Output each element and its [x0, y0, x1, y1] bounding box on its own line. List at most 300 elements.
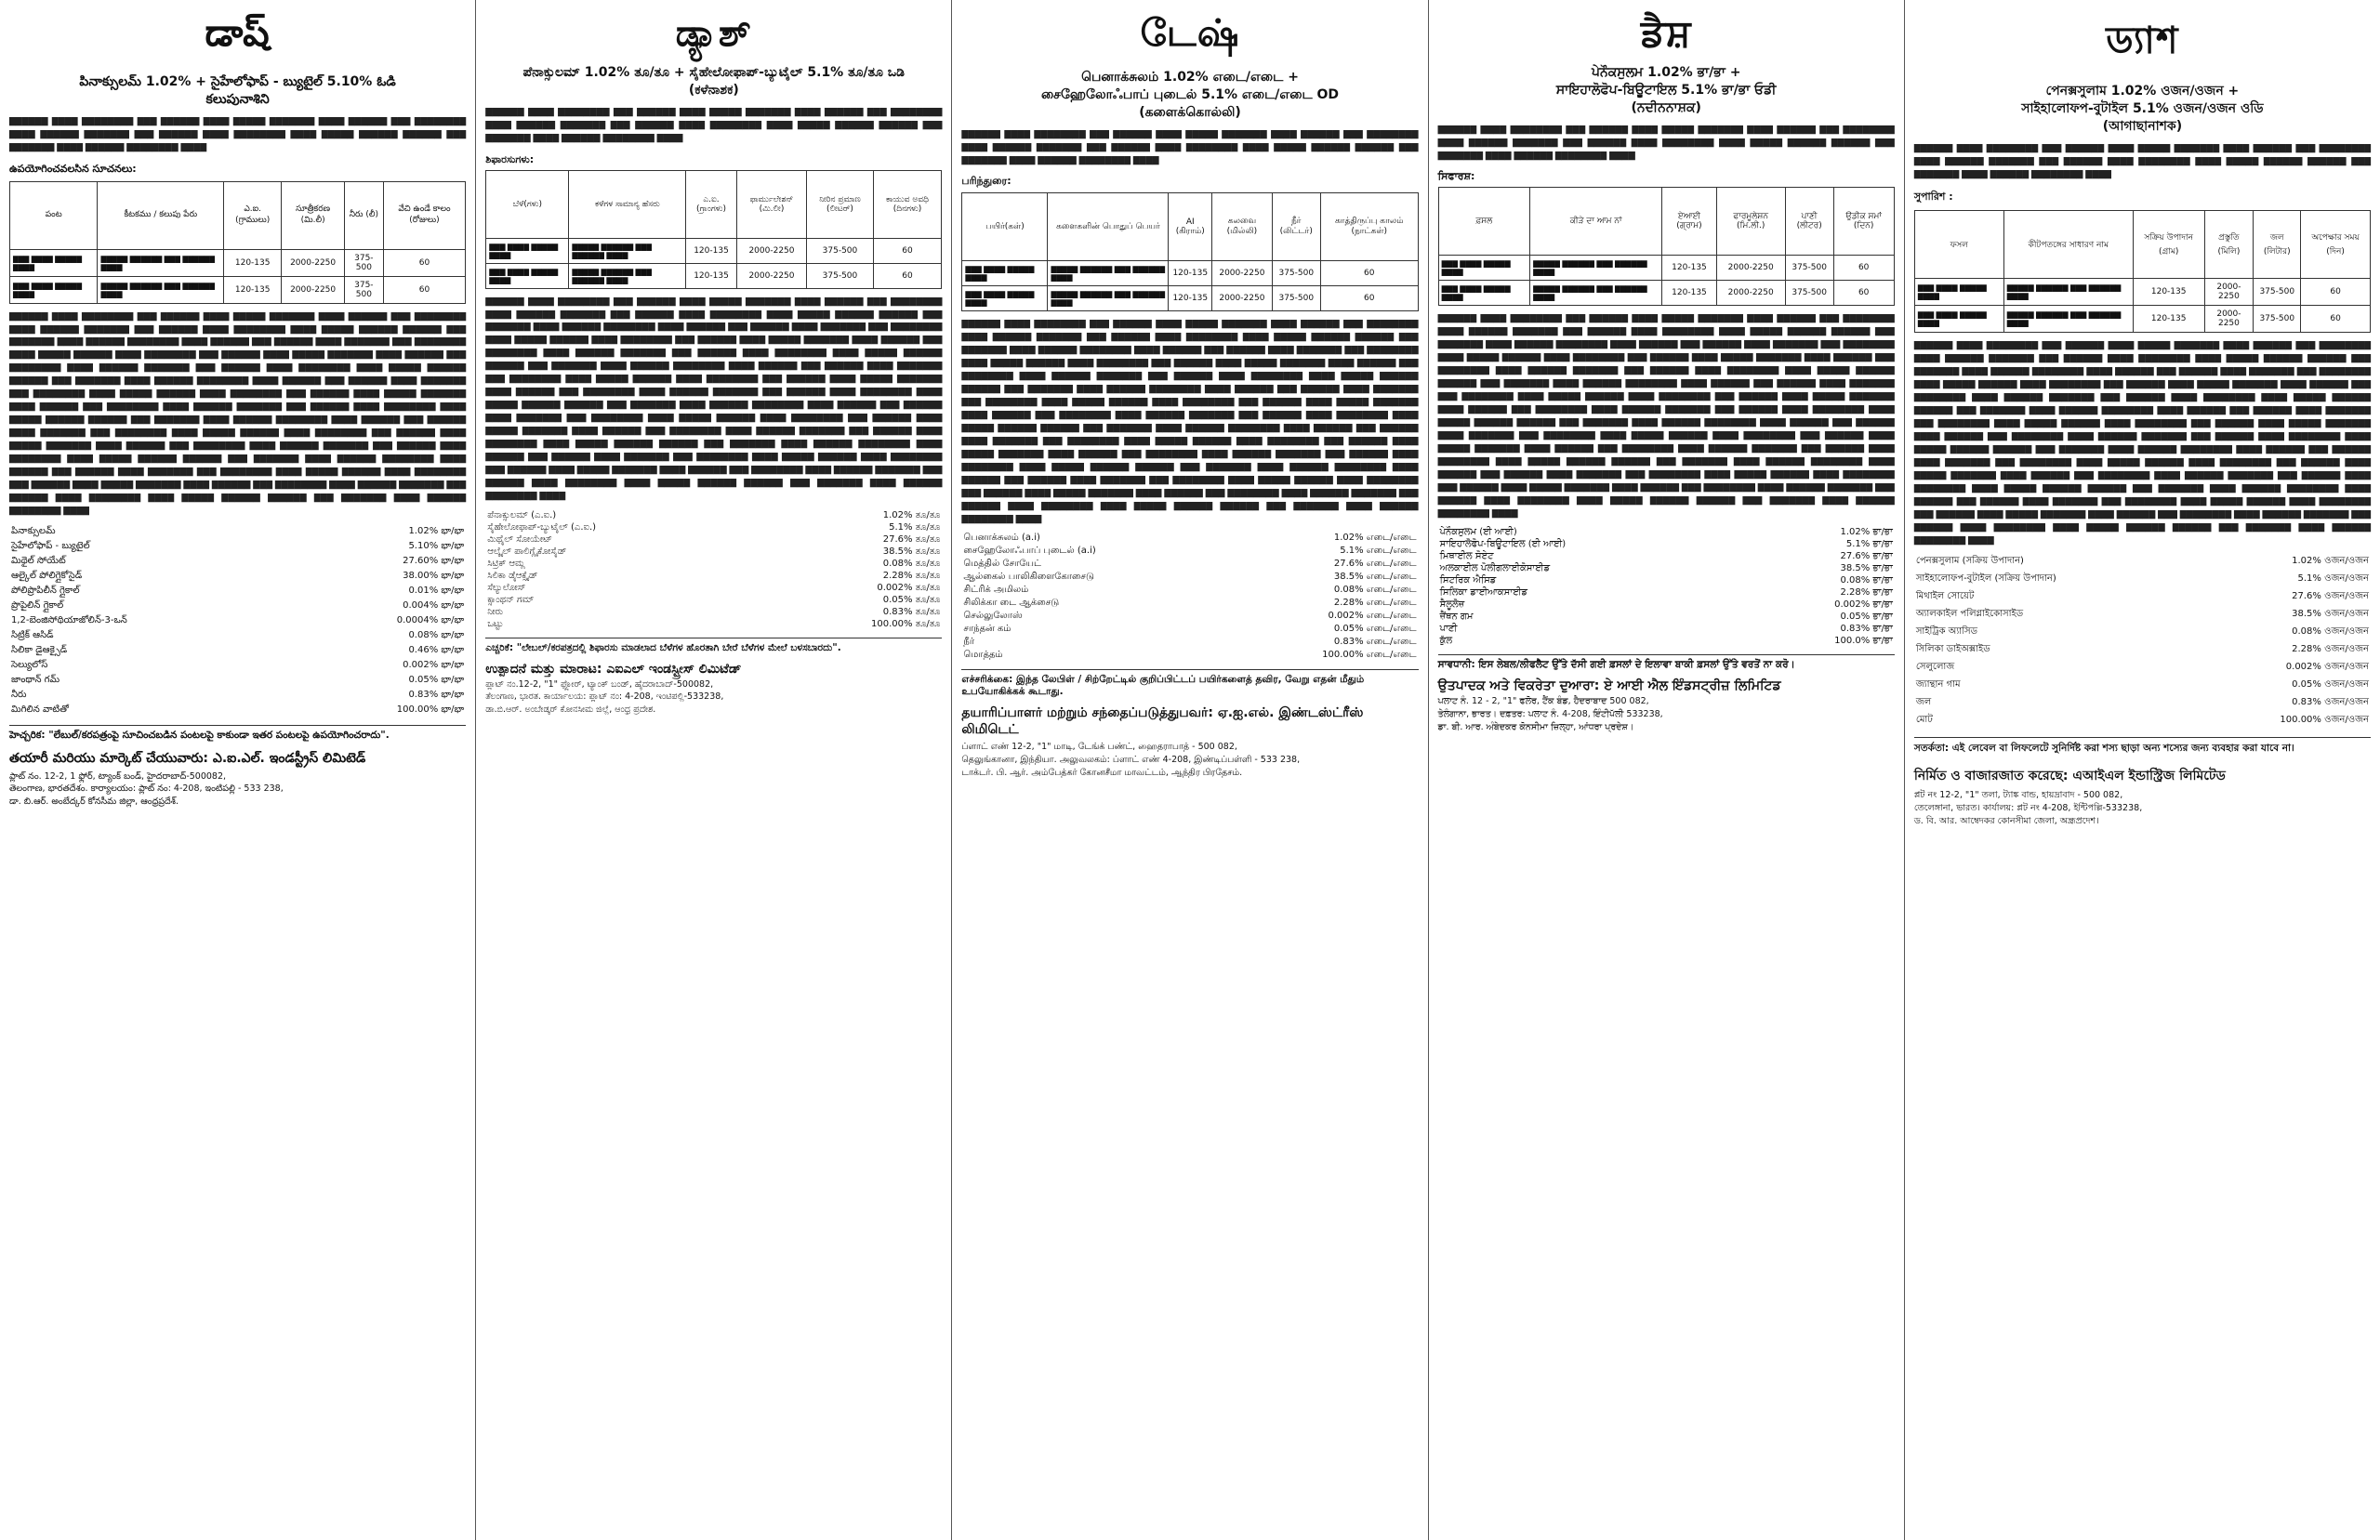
table-cell: 375-500	[1785, 256, 1833, 281]
table-cell: 120-135	[686, 263, 736, 288]
instructions-text: ▇▇▇▇▇▇ ▇▇▇▇ ▇▇▇▇▇▇▇▇ ▇▇▇ ▇▇▇▇▇▇ ▇▇▇▇ ▇▇▇▇▇ ▇▇▇▇▇▇▇ ▇▇▇▇ ▇▇▇▇▇▇ ▇▇▇ ▇▇▇▇▇▇▇▇ ▇▇▇▇ ▇▇▇▇▇▇ ▇▇▇▇▇▇▇ ▇▇▇ ▇▇▇▇▇▇ ▇▇▇▇ ▇▇▇▇▇▇▇▇ ▇▇▇▇ ▇▇▇▇▇ ▇▇▇▇▇▇ ▇▇▇▇▇▇ ▇▇▇ ▇▇▇▇▇▇▇ ▇▇▇▇ ▇▇▇▇▇▇ ▇▇▇▇▇▇▇▇ ▇▇▇▇ ▇▇▇▇▇▇ ▇▇▇ ▇▇▇▇▇▇ ▇▇▇▇ ▇▇▇▇▇▇▇ ▇▇▇ ▇▇▇▇▇▇▇▇ ▇▇▇▇ ▇▇▇▇▇ ▇▇▇▇▇▇ ▇▇▇▇ ▇▇▇▇▇▇▇▇ ▇▇▇ ▇▇▇▇▇▇ ▇▇▇▇ ▇▇▇▇▇ ▇▇▇▇▇▇▇ ▇▇▇▇ ▇▇▇▇▇▇ ▇▇▇ ▇▇▇▇▇▇▇▇ ▇▇▇▇ ▇▇▇▇▇▇ ▇▇▇▇▇▇▇ ▇▇▇ ▇▇▇▇▇▇ ▇▇▇▇ ▇▇▇▇▇▇▇▇ ▇▇▇▇ ▇▇▇▇▇ ▇▇▇▇▇▇ ▇▇▇▇▇▇ ▇▇▇ ▇▇▇▇▇▇▇ ▇▇▇▇ ▇▇▇▇▇▇ ▇▇▇▇▇▇▇▇ ▇▇▇▇ ▇▇▇▇▇▇ ▇▇▇ ▇▇▇▇▇▇ ▇▇▇▇ ▇▇▇▇▇▇▇ ▇▇▇ ▇▇▇▇▇▇▇▇ ▇▇▇▇ ▇▇▇▇▇ ▇▇▇▇▇▇ ▇▇▇▇ ▇▇▇▇▇▇▇▇ ▇▇▇ ▇▇▇▇▇▇ ▇▇▇▇ ▇▇▇▇▇ ▇▇▇▇▇▇▇ ▇▇▇▇ ▇▇▇▇▇▇ ▇▇▇ ▇▇▇▇▇▇▇▇ ▇▇▇▇ ▇▇▇▇▇▇ ▇▇▇▇▇▇▇ ▇▇▇ ▇▇▇▇▇▇ ▇▇▇▇ ▇▇▇▇▇▇▇▇ ▇▇▇▇ ▇▇▇▇▇ ▇▇▇▇▇▇ ▇▇▇▇▇▇ ▇▇▇ ▇▇▇▇▇▇▇ ▇▇▇▇ ▇▇▇▇▇▇ ▇▇▇▇▇▇▇▇ ▇▇▇▇ ▇▇▇▇▇▇ ▇▇▇ ▇▇▇▇▇▇ ▇▇▇▇ ▇▇▇▇▇▇▇ ▇▇▇ ▇▇▇▇▇▇▇▇ ▇▇▇▇ ▇▇▇▇▇ ▇▇▇▇▇▇ ▇▇▇▇ ▇▇▇▇▇▇▇▇ ▇▇▇ ▇▇▇▇▇▇ ▇▇▇▇ ▇▇▇▇▇ ▇▇▇▇▇▇▇ ▇▇▇▇ ▇▇▇▇▇▇ ▇▇▇ ▇▇▇▇▇▇▇▇ ▇▇▇▇ ▇▇▇▇▇▇ ▇▇▇▇▇▇▇ ▇▇▇ ▇▇▇▇▇▇ ▇▇▇▇ ▇▇▇▇▇▇▇▇ ▇▇▇▇ ▇▇▇▇▇ ▇▇▇▇▇▇ ▇▇▇▇▇▇ ▇▇▇ ▇▇▇▇▇▇▇ ▇▇▇▇ ▇▇▇▇▇▇ ▇▇▇▇▇▇▇▇ ▇▇▇▇ ▇▇▇▇▇▇ ▇▇▇ ▇▇▇▇▇▇ ▇▇▇▇ ▇▇▇▇▇▇▇ ▇▇▇ ▇▇▇▇▇▇▇▇ ▇▇▇▇ ▇▇▇▇▇ ▇▇▇▇▇▇ ▇▇▇▇ ▇▇▇▇▇▇▇▇ ▇▇▇ ▇▇▇▇▇▇ ▇▇▇▇ ▇▇▇▇▇ ▇▇▇▇▇▇▇ ▇▇▇▇ ▇▇▇▇▇▇ ▇▇▇ ▇▇▇▇▇▇▇▇ ▇▇▇▇ ▇▇▇▇▇▇ ▇▇▇▇▇▇▇ ▇▇▇ ▇▇▇▇▇▇ ▇▇▇▇ ▇▇▇▇▇▇▇▇ ▇▇▇▇ ▇▇▇▇▇ ▇▇▇▇▇▇ ▇▇▇▇▇▇ ▇▇▇ ▇▇▇▇▇▇▇ ▇▇▇▇ ▇▇▇▇▇▇ ▇▇▇▇▇▇▇▇ ▇▇▇▇	[9, 311, 467, 516]
table-cell: 120-135	[224, 249, 282, 276]
table-cell-text: ▇▇▇▇▇ ▇▇▇▇▇▇ ▇▇▇ ▇▇▇▇▇▇ ▇▇▇▇	[569, 263, 686, 288]
composition-row	[1438, 623, 1895, 635]
ingredient-value: 2.28% ਭਾ/ਭਾ	[1840, 587, 1893, 599]
ingredient-name: ಕ್ಸಾಂಥನ್ ಗಮ್	[487, 594, 535, 605]
table-cell: 60	[873, 238, 942, 263]
composition-row	[961, 558, 1418, 571]
ingredient-name: ਕੁੱਲ	[1439, 636, 1453, 647]
dosage-table	[1438, 187, 1895, 306]
ingredient-value: 0.002% ওজন/ওজন	[2285, 662, 2370, 673]
company-address: ప్లాట్ నం. 12-2, 1 ఫ్లోర్, ట్యాంక్ బండ్, హైదరాబాద్-500082, తెలంగాణ, భారతదేశం. కార్యాలయం: ప్లాట్ నం: 4-208, ఇంటిపల్లి - 533 238, డా. బి.ఆర్. అంబేద్కర్ కోనసీమ జిల్లా, ఆంధ్రప్రదేశ్.	[9, 770, 284, 808]
composition-row	[1914, 659, 2371, 677]
table-header-cell: ಕಳೆಗಳ ಸಾಮಾನ್ಯ ಹೆಸರು	[569, 170, 686, 238]
table-cell-text: ▇▇▇▇▇ ▇▇▇▇▇▇ ▇▇▇ ▇▇▇▇▇▇ ▇▇▇▇	[98, 249, 224, 276]
table-cell: 60	[1833, 281, 1894, 306]
ingredient-name: অ্যালকাইল পলিগ্লাইকোসাইড	[1915, 609, 2024, 620]
composition-row	[1438, 611, 1895, 623]
table-header-cell: অপেক্ষার সময় (দিন)	[2301, 211, 2371, 279]
table-header-cell: ফসল	[1914, 211, 2003, 279]
table-header-cell: కీటకము / కలుపు పేరు	[98, 181, 224, 249]
table-cell: 60	[873, 263, 942, 288]
table-row	[1914, 279, 2370, 306]
table-cell-text: ▇▇▇ ▇▇▇▇ ▇▇▇▇▇ ▇▇▇▇	[1914, 306, 2003, 333]
table-cell-text: ▇▇▇▇▇ ▇▇▇▇▇▇ ▇▇▇ ▇▇▇▇▇▇ ▇▇▇▇	[569, 238, 686, 263]
composition-row	[9, 539, 466, 554]
composition-row	[1914, 624, 2371, 641]
intro-paragraph: ▇▇▇▇▇▇ ▇▇▇▇ ▇▇▇▇▇▇▇▇ ▇▇▇ ▇▇▇▇▇▇ ▇▇▇▇ ▇▇▇▇▇ ▇▇▇▇▇▇▇ ▇▇▇▇ ▇▇▇▇▇▇ ▇▇▇ ▇▇▇▇▇▇▇▇ ▇▇▇▇ ▇▇▇▇▇▇ ▇▇▇▇▇▇▇ ▇▇▇ ▇▇▇▇▇▇ ▇▇▇▇ ▇▇▇▇▇▇▇▇ ▇▇▇▇ ▇▇▇▇▇ ▇▇▇▇▇▇ ▇▇▇▇▇▇ ▇▇▇ ▇▇▇▇▇▇▇ ▇▇▇▇ ▇▇▇▇▇▇ ▇▇▇▇▇▇▇▇ ▇▇▇▇	[9, 116, 467, 152]
composition-row	[1914, 641, 2371, 659]
recommendation-heading: ఉపయోగించవలసిన సూచనలు:	[9, 162, 137, 175]
table-cell: 60	[1320, 261, 1418, 286]
ingredient-value: 0.002% భా/భా	[403, 659, 465, 670]
dosage-table-header	[962, 193, 1418, 261]
company-address: ப்ளாட் எண் 12-2, "1" மாடி, டேங்க் பண்ட், ஹைதராபாத் - 500 082, தெலுங்கானா, இந்தியா. அலுவலகம்: ப்ளாட் எண் 4-208, இண்டிப்பள்ளி - 533 238, டாக்டர். பி. ஆர். அம்பேத்கர் கோனசீமா மாவட்டம், ஆந்திர பிரதேசம்.	[961, 742, 1301, 779]
recommendation-heading: ਸਿਫਾਰਸ਼:	[1437, 170, 1475, 183]
table-cell: 60	[383, 276, 466, 303]
table-cell: 2000-2250	[282, 276, 345, 303]
table-cell: 375-500	[807, 263, 873, 288]
table-cell-text: ▇▇▇ ▇▇▇▇ ▇▇▇▇▇ ▇▇▇▇	[962, 286, 1048, 311]
ingredient-name: సెల్యులోస్	[11, 659, 48, 670]
ingredient-name: ಸೆಲ್ಯುಲೋಸ್	[487, 582, 526, 593]
ingredient-name: মোট	[1915, 715, 1933, 726]
table-cell: 2000-2250	[2204, 279, 2254, 306]
table-header-cell: ਏਆਈ (ਗ੍ਰਾਮ)	[1662, 188, 1716, 256]
table-cell: 60	[383, 249, 466, 276]
ingredient-name: সেলুলোজ	[1915, 662, 1955, 673]
product-subtitle: ಪೆನಾಕ್ಸುಲಮ್ 1.02% ತೂ/ತೂ + ಸೈಹೇಲೋಫಾಪ್-ಬ್ಯುಟೈಲ್ 5.1% ತೂ/ತೂ ಒಡಿ (ಕಳೆನಾಶಕ)	[522, 65, 906, 98]
table-header-cell: பயிர்(கள்)	[962, 193, 1048, 261]
table-cell: 120-135	[1169, 261, 1212, 286]
table-cell: 2000-2250	[282, 249, 345, 276]
ingredient-value: 38.00% భా/భా	[403, 570, 465, 581]
ingredient-value: 5.1% ওজন/ওজন	[2297, 573, 2370, 585]
composition-row	[9, 703, 466, 717]
table-cell: 375-500	[2254, 306, 2301, 333]
recommendation-heading: பரிந்துரை:	[961, 175, 1012, 188]
composition-row	[485, 521, 942, 533]
ingredient-value: 27.6% ਭਾ/ਭਾ	[1840, 551, 1893, 562]
table-header-cell: ਪਾਣੀ (ਲੀਟਰ)	[1785, 188, 1833, 256]
table-header-cell: நீர் (லிட்டர்)	[1272, 193, 1320, 261]
ingredient-value: 2.28% ತೂ/ತೂ	[882, 570, 941, 581]
ingredient-name: ಸಿಟ್ರಿಕ್ ಆಮ್ಲ	[487, 558, 525, 569]
table-row	[962, 286, 1418, 311]
table-cell: 120-135	[224, 276, 282, 303]
ingredient-value: 100.00% ತೂ/ತೂ	[871, 618, 941, 629]
language-column-telugu	[0, 0, 476, 1540]
ingredient-name: ಸೈಹೇಲೋಫಾಪ್-ಬ್ಯುಟೈಲ್ (ಎ.ಐ.)	[487, 521, 597, 533]
dosage-table	[961, 192, 1418, 311]
table-cell: 120-135	[1662, 281, 1716, 306]
table-cell: 2000-2250	[736, 238, 807, 263]
composition-row	[961, 545, 1418, 558]
composition-row	[9, 688, 466, 703]
language-column-tamil	[952, 0, 1428, 1540]
ingredient-value: 0.002% ਭਾ/ਭਾ	[1834, 599, 1893, 611]
composition-table	[1914, 553, 2371, 730]
ingredient-name: জ্যান্থান গাম	[1915, 679, 1961, 691]
ingredient-name: నీరు	[11, 689, 27, 700]
ingredient-name: సిట్రిక్ ఆసిడ్	[11, 629, 54, 640]
table-header-cell: నీరు (లీ)	[345, 181, 384, 249]
ingredient-name: ಮಿಥೈಲ್ ಸೋಯೇಟ್	[487, 533, 552, 545]
ingredient-value: 1.02% எடை/எடை	[1333, 533, 1417, 544]
ingredient-value: 0.01% భా/భా	[408, 585, 465, 596]
composition-row	[1438, 526, 1895, 538]
product-subtitle: పినాక్సులమ్ 1.02% + సైహేలోఫాప్ - బ్యుటైల్ 5.10% ఓడి కలుపునాశిని	[79, 74, 396, 107]
ingredient-value: 0.83% భా/భా	[408, 689, 465, 700]
dosage-table-header	[10, 181, 466, 249]
composition-row	[961, 649, 1418, 662]
ingredient-value: 0.83% ওজন/ওজন	[2292, 697, 2370, 708]
company-address: ಪ್ಲಾಟ್ ನಂ.12-2, "1" ಫ್ಲೋರ್, ಟ್ಯಾಂಕ್ ಬಂಡ್, ಹೈದರಾಬಾದ್-500082, ತೆಲಂಗಾಣ, ಭಾರತ. ಕಾರ್ಯಾಲಯ: ಪ್ಲಾಟ್ ನಂ: 4-208, ಇಂಟಿಪಲ್ಲಿ-533238, ಡಾ.ಬಿ.ಆರ್. ಅಂಬೇಡ್ಕರ್ ಕೋನಸೀಮ ಜಿಲ್ಲೆ, ಆಂಧ್ರ ಪ್ರದೇಶ.	[485, 678, 724, 716]
table-cell: 60	[1320, 286, 1418, 311]
ingredient-value: 2.28% எடை/எடை	[1333, 598, 1417, 609]
table-header-cell: ਉਡੀਕ ਸਮਾਂ (ਦਿਨ)	[1833, 188, 1894, 256]
composition-row	[1914, 606, 2371, 624]
product-title: டேஷ்	[1140, 11, 1240, 55]
dosage-table-header	[1914, 211, 2370, 279]
ingredient-value: 0.83% எடை/எடை	[1333, 637, 1417, 648]
table-cell-text: ▇▇▇ ▇▇▇▇ ▇▇▇▇▇ ▇▇▇▇	[1914, 279, 2003, 306]
ingredient-name: পেনক্সসুলাম (সক্রিয় উপাদান)	[1915, 556, 2024, 567]
ingredient-name: ਮਿਥਾਈਲ ਸੋਏਟ	[1439, 551, 1494, 562]
table-cell-text: ▇▇▇▇▇ ▇▇▇▇▇▇ ▇▇▇ ▇▇▇▇▇▇ ▇▇▇▇	[1048, 261, 1169, 286]
composition-row	[485, 533, 942, 546]
ingredient-name: ಸಿಲಿಕಾ ಡೈಆಕ್ಸೈಡ್	[487, 570, 538, 581]
table-cell: 375-500	[807, 238, 873, 263]
table-cell-text: ▇▇▇ ▇▇▇▇ ▇▇▇▇▇ ▇▇▇▇	[1438, 281, 1530, 306]
ingredient-value: 1.02% భా/భా	[408, 525, 465, 536]
composition-row	[9, 584, 466, 599]
ingredient-name: நீர்	[963, 637, 975, 648]
table-cell: 375-500	[1272, 286, 1320, 311]
table-cell: 120-135	[2133, 279, 2204, 306]
table-header-cell: கலவை (மில்லி)	[1212, 193, 1273, 261]
product-subtitle: পেনক্সসুলাম 1.02% ওজন/ওজন + সাইহালোফপ-বুটাইল 5.1% ওজন/ওজন ওডি (আগাছানাশক)	[2021, 84, 2264, 134]
ingredient-value: 27.6% எடை/எடை	[1333, 559, 1417, 570]
table-row	[1438, 281, 1894, 306]
ingredient-name: ਸਿਲਿਕਾ ਡਾਈਆਕਸਾਈਡ	[1439, 587, 1527, 599]
ingredient-value: 5.10% భా/భా	[408, 540, 465, 551]
ingredient-name: ਸਾਇਹਾਲੋਫੋਪ-ਬਿਊਟਾਇਲ (ਈ ਆਈ)	[1439, 539, 1567, 550]
ingredient-value: 0.004% భా/భా	[403, 599, 465, 611]
language-column-punjabi	[1429, 0, 1905, 1540]
ingredient-value: 0.08% ತೂ/ತೂ	[882, 558, 941, 569]
table-header-cell: ఎ.ఐ. (గ్రాములు)	[224, 181, 282, 249]
product-subtitle: ਪੇਨੌਕਸੁਲਮ 1.02% ਭਾ/ਭਾ + ਸਾਇਹਾਲੋਫੋਪ-ਬਿਊਟਾਇਲ 5.1% ਭਾ/ਭਾ ਓਡੀ (ਨਦੀਨਨਾਸ਼ਕ)	[1555, 65, 1777, 115]
company-name: ಉತ್ಪಾದನೆ ಮತ್ತು ಮಾರಾಟ: ಎಐಎಲ್ ಇಂಡಸ್ಟ್ರೀಸ್ ಲಿಮಿಟೆಡ್	[485, 661, 742, 677]
composition-row	[485, 509, 942, 521]
composition-row	[485, 546, 942, 558]
product-title: ಡ್ಯಾಶ್	[675, 11, 752, 55]
company-name: తయారీ మరియు మార్కెట్ చేయువారు: ఎ.ఐ.ఎల్. ఇండస్ట్రీస్ లిమిటెడ్	[9, 750, 366, 766]
composition-row	[485, 606, 942, 618]
ingredient-name: সাইট্রিক অ্যাসিড	[1915, 626, 1977, 638]
ingredient-name: சிலிக்கா டை ஆக்சைடு	[963, 598, 1060, 609]
warning-text: எச்சரிக்கை: இந்த லேபிள் / சிற்றேட்டில் குறிப்பிட்டப் பயிர்களைத் தவிர, வேறு எதன் மீதும் உபயோகிக்கக் கூடாது.	[961, 669, 1418, 698]
table-header-cell: களைகளின் பொதுப் பெயர்	[1048, 193, 1169, 261]
ingredient-name: সাইহালোফপ-বুটাইল (সক্রিয় উপাদান)	[1915, 573, 2056, 585]
ingredient-name: సైహేలోఫాప్ - బ్యుటైల్	[11, 540, 90, 551]
intro-paragraph: ▇▇▇▇▇▇ ▇▇▇▇ ▇▇▇▇▇▇▇▇ ▇▇▇ ▇▇▇▇▇▇ ▇▇▇▇ ▇▇▇▇▇ ▇▇▇▇▇▇▇ ▇▇▇▇ ▇▇▇▇▇▇ ▇▇▇ ▇▇▇▇▇▇▇▇ ▇▇▇▇ ▇▇▇▇▇▇ ▇▇▇▇▇▇▇ ▇▇▇ ▇▇▇▇▇▇ ▇▇▇▇ ▇▇▇▇▇▇▇▇ ▇▇▇▇ ▇▇▇▇▇ ▇▇▇▇▇▇ ▇▇▇▇▇▇ ▇▇▇ ▇▇▇▇▇▇▇ ▇▇▇▇ ▇▇▇▇▇▇ ▇▇▇▇▇▇▇▇ ▇▇▇▇	[961, 129, 1419, 165]
table-header-cell: ಎ.ಐ. (ಗ್ರಾಂಗಳು)	[686, 170, 736, 238]
ingredient-value: 0.05% ತೂ/ತೂ	[882, 594, 941, 605]
ingredient-name: ಪೆನಾಕ್ಸುಲಮ್ (ಎ.ಐ.)	[487, 509, 557, 520]
ingredient-value: 27.60% భా/భా	[403, 555, 465, 566]
ingredient-value: 0.05% எடை/எடை	[1333, 624, 1417, 635]
composition-row	[961, 571, 1418, 584]
composition-row	[961, 584, 1418, 597]
table-cell: 375-500	[1785, 281, 1833, 306]
table-cell: 2000-2250	[2204, 306, 2254, 333]
table-row	[486, 238, 942, 263]
ingredient-value: 5.1% எடை/எடை	[1340, 546, 1417, 557]
company-name: নির্মিত ও বাজারজাত করেছে: এআইএল ইন্ডাস্ট্রিজ লিমিটেড	[1913, 769, 2226, 784]
table-header-cell: వేచి ఉండే కాలం (రోజులు)	[383, 181, 466, 249]
composition-row	[1914, 553, 2371, 571]
composition-row	[1914, 571, 2371, 588]
product-title: డాష్	[205, 11, 271, 55]
table-cell-text: ▇▇▇▇▇ ▇▇▇▇▇▇ ▇▇▇ ▇▇▇▇▇▇ ▇▇▇▇	[2003, 279, 2133, 306]
ingredient-value: 1.02% ওজন/ওজন	[2292, 556, 2370, 567]
ingredient-value: 0.08% భా/భా	[408, 629, 465, 640]
ingredient-name: ਜ਼ੈਂਥਨ ਗਮ	[1439, 612, 1474, 623]
warning-text: హెచ్చరిక: "లేబుల్/కరపత్రంపై సూచించబడిన పంటలపై కాకుండా ఇతర పంటలపై ఉపయోగించరాదు".	[9, 725, 466, 744]
instructions-text: ▇▇▇▇▇▇ ▇▇▇▇ ▇▇▇▇▇▇▇▇ ▇▇▇ ▇▇▇▇▇▇ ▇▇▇▇ ▇▇▇▇▇ ▇▇▇▇▇▇▇ ▇▇▇▇ ▇▇▇▇▇▇ ▇▇▇ ▇▇▇▇▇▇▇▇ ▇▇▇▇ ▇▇▇▇▇▇ ▇▇▇▇▇▇▇ ▇▇▇ ▇▇▇▇▇▇ ▇▇▇▇ ▇▇▇▇▇▇▇▇ ▇▇▇▇ ▇▇▇▇▇ ▇▇▇▇▇▇ ▇▇▇▇▇▇ ▇▇▇ ▇▇▇▇▇▇▇ ▇▇▇▇ ▇▇▇▇▇▇ ▇▇▇▇▇▇▇▇ ▇▇▇▇ ▇▇▇▇▇▇ ▇▇▇ ▇▇▇▇▇▇ ▇▇▇▇ ▇▇▇▇▇▇▇ ▇▇▇ ▇▇▇▇▇▇▇▇ ▇▇▇▇ ▇▇▇▇▇ ▇▇▇▇▇▇ ▇▇▇▇ ▇▇▇▇▇▇▇▇ ▇▇▇ ▇▇▇▇▇▇ ▇▇▇▇ ▇▇▇▇▇ ▇▇▇▇▇▇▇ ▇▇▇▇ ▇▇▇▇▇▇ ▇▇▇ ▇▇▇▇▇▇▇▇ ▇▇▇▇ ▇▇▇▇▇▇ ▇▇▇▇▇▇▇ ▇▇▇ ▇▇▇▇▇▇ ▇▇▇▇ ▇▇▇▇▇▇▇▇ ▇▇▇▇ ▇▇▇▇▇ ▇▇▇▇▇▇ ▇▇▇▇▇▇ ▇▇▇ ▇▇▇▇▇▇▇ ▇▇▇▇ ▇▇▇▇▇▇ ▇▇▇▇▇▇▇▇ ▇▇▇▇ ▇▇▇▇▇▇ ▇▇▇ ▇▇▇▇▇▇ ▇▇▇▇ ▇▇▇▇▇▇▇ ▇▇▇ ▇▇▇▇▇▇▇▇ ▇▇▇▇ ▇▇▇▇▇ ▇▇▇▇▇▇ ▇▇▇▇ ▇▇▇▇▇▇▇▇ ▇▇▇ ▇▇▇▇▇▇ ▇▇▇▇ ▇▇▇▇▇ ▇▇▇▇▇▇▇ ▇▇▇▇ ▇▇▇▇▇▇ ▇▇▇ ▇▇▇▇▇▇▇▇ ▇▇▇▇ ▇▇▇▇▇▇ ▇▇▇▇▇▇▇ ▇▇▇ ▇▇▇▇▇▇ ▇▇▇▇ ▇▇▇▇▇▇▇▇ ▇▇▇▇ ▇▇▇▇▇ ▇▇▇▇▇▇ ▇▇▇▇▇▇ ▇▇▇ ▇▇▇▇▇▇▇ ▇▇▇▇ ▇▇▇▇▇▇ ▇▇▇▇▇▇▇▇ ▇▇▇▇ ▇▇▇▇▇▇ ▇▇▇ ▇▇▇▇▇▇ ▇▇▇▇ ▇▇▇▇▇▇▇ ▇▇▇ ▇▇▇▇▇▇▇▇ ▇▇▇▇ ▇▇▇▇▇ ▇▇▇▇▇▇ ▇▇▇▇ ▇▇▇▇▇▇▇▇ ▇▇▇ ▇▇▇▇▇▇ ▇▇▇▇ ▇▇▇▇▇ ▇▇▇▇▇▇▇ ▇▇▇▇ ▇▇▇▇▇▇ ▇▇▇ ▇▇▇▇▇▇▇▇ ▇▇▇▇ ▇▇▇▇▇▇ ▇▇▇▇▇▇▇ ▇▇▇ ▇▇▇▇▇▇ ▇▇▇▇ ▇▇▇▇▇▇▇▇ ▇▇▇▇ ▇▇▇▇▇ ▇▇▇▇▇▇ ▇▇▇▇▇▇ ▇▇▇ ▇▇▇▇▇▇▇ ▇▇▇▇ ▇▇▇▇▇▇ ▇▇▇▇▇▇▇▇ ▇▇▇▇ ▇▇▇▇▇▇ ▇▇▇ ▇▇▇▇▇▇ ▇▇▇▇ ▇▇▇▇▇▇▇ ▇▇▇ ▇▇▇▇▇▇▇▇ ▇▇▇▇ ▇▇▇▇▇ ▇▇▇▇▇▇ ▇▇▇▇ ▇▇▇▇▇▇▇▇ ▇▇▇ ▇▇▇▇▇▇ ▇▇▇▇ ▇▇▇▇▇ ▇▇▇▇▇▇▇ ▇▇▇▇ ▇▇▇▇▇▇ ▇▇▇ ▇▇▇▇▇▇▇▇ ▇▇▇▇ ▇▇▇▇▇▇ ▇▇▇▇▇▇▇ ▇▇▇ ▇▇▇▇▇▇ ▇▇▇▇ ▇▇▇▇▇▇▇▇ ▇▇▇▇ ▇▇▇▇▇ ▇▇▇▇▇▇ ▇▇▇▇▇▇ ▇▇▇ ▇▇▇▇▇▇▇ ▇▇▇▇ ▇▇▇▇▇▇ ▇▇▇▇▇▇▇▇ ▇▇▇▇	[1437, 314, 1895, 519]
table-cell: 120-135	[1169, 286, 1212, 311]
composition-row	[1914, 712, 2371, 730]
ingredient-name: জল	[1915, 697, 1932, 708]
composition-row	[485, 558, 942, 570]
ingredient-value: 2.28% ওজন/ওজন	[2292, 644, 2370, 655]
intro-paragraph: ▇▇▇▇▇▇ ▇▇▇▇ ▇▇▇▇▇▇▇▇ ▇▇▇ ▇▇▇▇▇▇ ▇▇▇▇ ▇▇▇▇▇ ▇▇▇▇▇▇▇ ▇▇▇▇ ▇▇▇▇▇▇ ▇▇▇ ▇▇▇▇▇▇▇▇ ▇▇▇▇ ▇▇▇▇▇▇ ▇▇▇▇▇▇▇ ▇▇▇ ▇▇▇▇▇▇ ▇▇▇▇ ▇▇▇▇▇▇▇▇ ▇▇▇▇ ▇▇▇▇▇ ▇▇▇▇▇▇ ▇▇▇▇▇▇ ▇▇▇ ▇▇▇▇▇▇▇ ▇▇▇▇ ▇▇▇▇▇▇ ▇▇▇▇▇▇▇▇ ▇▇▇▇	[1913, 143, 2372, 179]
ingredient-value: 5.1% ತೂ/ತೂ	[889, 521, 941, 533]
table-cell: 375-500	[2254, 279, 2301, 306]
instructions-text: ▇▇▇▇▇▇ ▇▇▇▇ ▇▇▇▇▇▇▇▇ ▇▇▇ ▇▇▇▇▇▇ ▇▇▇▇ ▇▇▇▇▇ ▇▇▇▇▇▇▇ ▇▇▇▇ ▇▇▇▇▇▇ ▇▇▇ ▇▇▇▇▇▇▇▇ ▇▇▇▇ ▇▇▇▇▇▇ ▇▇▇▇▇▇▇ ▇▇▇ ▇▇▇▇▇▇ ▇▇▇▇ ▇▇▇▇▇▇▇▇ ▇▇▇▇ ▇▇▇▇▇ ▇▇▇▇▇▇ ▇▇▇▇▇▇ ▇▇▇ ▇▇▇▇▇▇▇ ▇▇▇▇ ▇▇▇▇▇▇ ▇▇▇▇▇▇▇▇ ▇▇▇▇ ▇▇▇▇▇▇ ▇▇▇ ▇▇▇▇▇▇ ▇▇▇▇ ▇▇▇▇▇▇▇ ▇▇▇ ▇▇▇▇▇▇▇▇ ▇▇▇▇ ▇▇▇▇▇ ▇▇▇▇▇▇ ▇▇▇▇ ▇▇▇▇▇▇▇▇ ▇▇▇ ▇▇▇▇▇▇ ▇▇▇▇ ▇▇▇▇▇ ▇▇▇▇▇▇▇ ▇▇▇▇ ▇▇▇▇▇▇ ▇▇▇ ▇▇▇▇▇▇▇▇ ▇▇▇▇ ▇▇▇▇▇▇ ▇▇▇▇▇▇▇ ▇▇▇ ▇▇▇▇▇▇ ▇▇▇▇ ▇▇▇▇▇▇▇▇ ▇▇▇▇ ▇▇▇▇▇ ▇▇▇▇▇▇ ▇▇▇▇▇▇ ▇▇▇ ▇▇▇▇▇▇▇ ▇▇▇▇ ▇▇▇▇▇▇ ▇▇▇▇▇▇▇▇ ▇▇▇▇ ▇▇▇▇▇▇ ▇▇▇ ▇▇▇▇▇▇ ▇▇▇▇ ▇▇▇▇▇▇▇ ▇▇▇ ▇▇▇▇▇▇▇▇ ▇▇▇▇ ▇▇▇▇▇ ▇▇▇▇▇▇ ▇▇▇▇ ▇▇▇▇▇▇▇▇ ▇▇▇ ▇▇▇▇▇▇ ▇▇▇▇ ▇▇▇▇▇ ▇▇▇▇▇▇▇ ▇▇▇▇ ▇▇▇▇▇▇ ▇▇▇ ▇▇▇▇▇▇▇▇ ▇▇▇▇ ▇▇▇▇▇▇ ▇▇▇▇▇▇▇ ▇▇▇ ▇▇▇▇▇▇ ▇▇▇▇ ▇▇▇▇▇▇▇▇ ▇▇▇▇ ▇▇▇▇▇ ▇▇▇▇▇▇ ▇▇▇▇▇▇ ▇▇▇ ▇▇▇▇▇▇▇ ▇▇▇▇ ▇▇▇▇▇▇ ▇▇▇▇▇▇▇▇ ▇▇▇▇ ▇▇▇▇▇▇ ▇▇▇ ▇▇▇▇▇▇ ▇▇▇▇ ▇▇▇▇▇▇▇ ▇▇▇ ▇▇▇▇▇▇▇▇ ▇▇▇▇ ▇▇▇▇▇ ▇▇▇▇▇▇ ▇▇▇▇ ▇▇▇▇▇▇▇▇ ▇▇▇ ▇▇▇▇▇▇ ▇▇▇▇ ▇▇▇▇▇ ▇▇▇▇▇▇▇ ▇▇▇▇ ▇▇▇▇▇▇ ▇▇▇ ▇▇▇▇▇▇▇▇ ▇▇▇▇ ▇▇▇▇▇▇ ▇▇▇▇▇▇▇ ▇▇▇ ▇▇▇▇▇▇ ▇▇▇▇ ▇▇▇▇▇▇▇▇ ▇▇▇▇ ▇▇▇▇▇ ▇▇▇▇▇▇ ▇▇▇▇▇▇ ▇▇▇ ▇▇▇▇▇▇▇ ▇▇▇▇ ▇▇▇▇▇▇ ▇▇▇▇▇▇▇▇ ▇▇▇▇ ▇▇▇▇▇▇ ▇▇▇ ▇▇▇▇▇▇ ▇▇▇▇ ▇▇▇▇▇▇▇ ▇▇▇ ▇▇▇▇▇▇▇▇ ▇▇▇▇ ▇▇▇▇▇ ▇▇▇▇▇▇ ▇▇▇▇ ▇▇▇▇▇▇▇▇ ▇▇▇ ▇▇▇▇▇▇ ▇▇▇▇ ▇▇▇▇▇ ▇▇▇▇▇▇▇ ▇▇▇▇ ▇▇▇▇▇▇ ▇▇▇ ▇▇▇▇▇▇▇▇ ▇▇▇▇ ▇▇▇▇▇▇ ▇▇▇▇▇▇▇ ▇▇▇ ▇▇▇▇▇▇ ▇▇▇▇ ▇▇▇▇▇▇▇▇ ▇▇▇▇ ▇▇▇▇▇ ▇▇▇▇▇▇ ▇▇▇▇▇▇ ▇▇▇ ▇▇▇▇▇▇▇ ▇▇▇▇ ▇▇▇▇▇▇ ▇▇▇▇▇▇▇▇ ▇▇▇▇	[961, 320, 1419, 524]
ingredient-name: ಆಲ್ಕೈಲ್ ಪಾಲಿಗ್ಲೈಕೋಸೈಡ್	[487, 546, 567, 557]
composition-row	[485, 618, 942, 630]
ingredient-value: 0.08% ওজন/ওজন	[2292, 626, 2370, 638]
table-cell: 60	[2301, 279, 2371, 306]
recommendation-heading: ಶಿಫಾರಸುಗಳು:	[485, 152, 535, 165]
table-header-cell: প্রস্তুতি (মিলি)	[2204, 211, 2254, 279]
ingredient-name: ಒಟ್ಟು	[487, 618, 504, 629]
table-header-cell: ಫಾರ್ಮುಲೇಶನ್ (ಮಿ.ಲೀ)	[736, 170, 807, 238]
ingredient-name: ஆல்கைல் பாலிகிளைகோசைடு	[963, 572, 1094, 583]
table-cell: 2000-2250	[1716, 256, 1785, 281]
composition-row	[1438, 599, 1895, 611]
product-title: ড্যাশ	[2106, 19, 2179, 62]
ingredient-name: செல்லுலோஸ்	[963, 611, 1023, 622]
composition-row	[1438, 550, 1895, 562]
composition-row	[961, 532, 1418, 545]
ingredient-name: పోలిప్రొపిలీన్ గ్లైకాల్	[11, 585, 80, 596]
composition-row	[1438, 562, 1895, 574]
intro-paragraph: ▇▇▇▇▇▇ ▇▇▇▇ ▇▇▇▇▇▇▇▇ ▇▇▇ ▇▇▇▇▇▇ ▇▇▇▇ ▇▇▇▇▇ ▇▇▇▇▇▇▇ ▇▇▇▇ ▇▇▇▇▇▇ ▇▇▇ ▇▇▇▇▇▇▇▇ ▇▇▇▇ ▇▇▇▇▇▇ ▇▇▇▇▇▇▇ ▇▇▇ ▇▇▇▇▇▇ ▇▇▇▇ ▇▇▇▇▇▇▇▇ ▇▇▇▇ ▇▇▇▇▇ ▇▇▇▇▇▇ ▇▇▇▇▇▇ ▇▇▇ ▇▇▇▇▇▇▇ ▇▇▇▇ ▇▇▇▇▇▇ ▇▇▇▇▇▇▇▇ ▇▇▇▇	[485, 107, 943, 143]
table-header-cell: ಕಾಯುವ ಅವಧಿ (ದಿನಗಳು)	[873, 170, 942, 238]
ingredient-value: 100.0% ਭਾ/ਭਾ	[1834, 636, 1893, 647]
ingredient-name: మిగిలిన వాటితో	[11, 704, 69, 715]
ingredient-value: 0.83% ਭਾ/ਭਾ	[1840, 624, 1893, 635]
ingredient-name: மெத்தில் சோயேட்	[963, 559, 1041, 570]
composition-row	[9, 613, 466, 628]
table-cell: 2000-2250	[1212, 261, 1273, 286]
table-cell-text: ▇▇▇ ▇▇▇▇ ▇▇▇▇▇ ▇▇▇▇	[486, 263, 569, 288]
ingredient-value: 38.5% எடை/எடை	[1333, 572, 1417, 583]
composition-row	[9, 658, 466, 673]
table-cell: 375-500	[1272, 261, 1320, 286]
ingredient-name: ਪਾਣੀ	[1439, 624, 1458, 635]
table-cell-text: ▇▇▇ ▇▇▇▇ ▇▇▇▇▇ ▇▇▇▇	[962, 261, 1048, 286]
ingredient-value: 27.6% ತೂ/ತೂ	[882, 533, 941, 545]
table-header-cell: காத்திருப்பு காலம் (நாட்கள்)	[1320, 193, 1418, 261]
composition-row	[485, 570, 942, 582]
dosage-table	[9, 181, 466, 304]
warning-text: ਸਾਵਧਾਨੀ: ਇਸ ਲੇਬਲ/ਲੀਫਲੈਟ ਉੱਤੇ ਦੱਸੀ ਗਈ ਫ਼ਸਲਾਂ ਦੇ ਇਲਾਵਾ ਬਾਕੀ ਫ਼ਸਲਾਂ ਉੱਤੇ ਵਰਤੋਂ ਨਾ ਕਰੋ।	[1438, 654, 1895, 671]
table-row	[10, 276, 466, 303]
composition-row	[485, 582, 942, 594]
ingredient-value: 0.05% ਭਾ/ਭਾ	[1840, 612, 1893, 623]
composition-table	[9, 524, 466, 717]
ingredient-value: 0.002% ತೂ/ತೂ	[877, 582, 941, 593]
ingredient-name: সিলিকা ডাইঅক্সাইড	[1915, 644, 1990, 655]
table-row	[486, 263, 942, 288]
ingredient-value: 100.00% ওজন/ওজন	[2280, 715, 2370, 726]
ingredient-name: ఆల్కైల్ పోలిగ్లైకోసైడ్	[11, 570, 83, 581]
composition-row	[9, 643, 466, 658]
composition-table	[485, 509, 942, 630]
ingredient-value: 100.00% எடை/எடை	[1322, 650, 1417, 661]
table-cell: 60	[1833, 256, 1894, 281]
composition-row	[1438, 586, 1895, 599]
table-cell: 375-500	[345, 276, 384, 303]
composition-row	[9, 524, 466, 539]
table-cell-text: ▇▇▇▇▇ ▇▇▇▇▇▇ ▇▇▇ ▇▇▇▇▇▇ ▇▇▇▇	[98, 276, 224, 303]
ingredient-name: ನೀರು	[487, 606, 504, 617]
table-cell-text: ▇▇▇▇▇ ▇▇▇▇▇▇ ▇▇▇ ▇▇▇▇▇▇ ▇▇▇▇	[1048, 286, 1169, 311]
table-header-cell: ಬೆಳೆ(ಗಳು)	[486, 170, 569, 238]
table-cell: 60	[2301, 306, 2371, 333]
ingredient-value: 0.05% భా/భా	[408, 674, 465, 685]
ingredient-value: 0.05% ওজন/ওজন	[2292, 679, 2370, 691]
composition-row	[961, 623, 1418, 636]
company-name: தயாரிப்பாளர் மற்றும் சந்தைப்படுத்துபவர்: ஏ.ஐ.எல். இண்டஸ்ட்ரீஸ் லிமிடெட்	[961, 705, 1364, 738]
table-header-cell: সক্রিয় উপাদান (গ্রাম)	[2133, 211, 2204, 279]
company-name: ਉਤਪਾਦਕ ਅਤੇ ਵਿਕਰੇਤਾ ਦੁਆਰਾ: ਏ ਆਈ ਐਲ ਇੰਡਸਟ੍ਰੀਜ਼ ਲਿਮਿਟਿਡ	[1437, 678, 1781, 694]
ingredient-value: 38.5% ತೂ/ತೂ	[882, 546, 941, 557]
language-column-bengali	[1905, 0, 2380, 1540]
composition-row	[1438, 538, 1895, 550]
ingredient-name: జాంథాన్ గమ్	[11, 674, 60, 685]
ingredient-value: 100.00% భా/భా	[396, 704, 465, 715]
table-cell-text: ▇▇▇ ▇▇▇▇ ▇▇▇▇▇ ▇▇▇▇	[486, 238, 569, 263]
composition-row	[961, 636, 1418, 649]
ingredient-value: 0.83% ತೂ/ತೂ	[882, 606, 941, 617]
composition-row	[9, 628, 466, 643]
table-header-cell: ਫਾਰਮੂਲੇਸ਼ਨ (ਮਿ.ਲੀ.)	[1716, 188, 1785, 256]
ingredient-name: பெனாக்சுலம் (a.i)	[963, 533, 1040, 544]
composition-row	[9, 673, 466, 688]
dosage-table-header	[1438, 188, 1894, 256]
table-cell-text: ▇▇▇▇▇ ▇▇▇▇▇▇ ▇▇▇ ▇▇▇▇▇▇ ▇▇▇▇	[1530, 281, 1662, 306]
table-cell-text: ▇▇▇ ▇▇▇▇ ▇▇▇▇▇ ▇▇▇▇	[10, 276, 98, 303]
table-cell: 2000-2250	[1212, 286, 1273, 311]
composition-row	[9, 569, 466, 584]
ingredient-value: 0.46% భా/భా	[408, 644, 465, 655]
composition-row	[485, 594, 942, 606]
dosage-table	[1914, 210, 2371, 333]
company-address: প্লট নং 12-2, "1" তলা, ট্যাঙ্ক বান্ড, হায়দ্রাবাদ - 500 082, তেলেঙ্গানা, ভারত। কার্যালয়: প্লট নং 4-208, ইন্টিপল্লি-533238, ড. বি. আর. আম্বেদকর কোনসীমা জেলা, অন্ধ্রপ্রদেশ।	[1913, 790, 2143, 827]
ingredient-name: মিথাইল সোয়েট	[1915, 591, 1975, 602]
composition-row	[1914, 677, 2371, 694]
ingredient-value: 0.08% ਭਾ/ਭਾ	[1840, 575, 1893, 586]
ingredient-name: ప్రొపైలిన్ గ్లైకాల్	[11, 599, 64, 611]
composition-row	[1914, 694, 2371, 712]
dosage-table	[485, 170, 942, 289]
table-cell-text: ▇▇▇▇▇ ▇▇▇▇▇▇ ▇▇▇ ▇▇▇▇▇▇ ▇▇▇▇	[1530, 256, 1662, 281]
ingredient-name: పినాక్సులమ్	[11, 525, 56, 536]
ingredient-name: ਅਲਕਾਈਲ ਪੋਲੀਗਲਾਈਕੋਸਾਈਡ	[1439, 563, 1551, 574]
ingredient-name: ਪੇਨੌਕਸੁਲਮ (ਈ ਆਈ)	[1439, 527, 1517, 538]
intro-paragraph: ▇▇▇▇▇▇ ▇▇▇▇ ▇▇▇▇▇▇▇▇ ▇▇▇ ▇▇▇▇▇▇ ▇▇▇▇ ▇▇▇▇▇ ▇▇▇▇▇▇▇ ▇▇▇▇ ▇▇▇▇▇▇ ▇▇▇ ▇▇▇▇▇▇▇▇ ▇▇▇▇ ▇▇▇▇▇▇ ▇▇▇▇▇▇▇ ▇▇▇ ▇▇▇▇▇▇ ▇▇▇▇ ▇▇▇▇▇▇▇▇ ▇▇▇▇ ▇▇▇▇▇ ▇▇▇▇▇▇ ▇▇▇▇▇▇ ▇▇▇ ▇▇▇▇▇▇▇ ▇▇▇▇ ▇▇▇▇▇▇ ▇▇▇▇▇▇▇▇ ▇▇▇▇	[1437, 125, 1895, 161]
table-cell-text: ▇▇▇ ▇▇▇▇ ▇▇▇▇▇ ▇▇▇▇	[10, 249, 98, 276]
table-row	[962, 261, 1418, 286]
composition-table	[961, 532, 1418, 662]
table-cell-text: ▇▇▇ ▇▇▇▇ ▇▇▇▇▇ ▇▇▇▇	[1438, 256, 1530, 281]
table-row	[10, 249, 466, 276]
warning-text: সতর্কতা: এই লেবেল বা লিফলেটে সুনির্দিষ্ট করা শস্য ছাড়া অন্য শস্যের জন্য ব্যবহার করা যাবে না।	[1914, 737, 2371, 757]
ingredient-value: 27.6% ওজন/ওজন	[2292, 591, 2370, 602]
product-title: ਡੈਸ਼	[1640, 11, 1692, 55]
dosage-table-header	[486, 170, 942, 238]
table-header-cell: ਕੀੜੇ ਦਾ ਆਮ ਨਾਂ	[1530, 188, 1662, 256]
table-cell: 2000-2250	[1716, 281, 1785, 306]
language-column-kannada	[476, 0, 952, 1540]
ingredient-name: ਸਿਟਰਿਕ ਐਸਿਡ	[1439, 575, 1497, 586]
ingredient-value: 0.08% எடை/எடை	[1333, 585, 1417, 596]
table-row	[1914, 306, 2370, 333]
instructions-text: ▇▇▇▇▇▇ ▇▇▇▇ ▇▇▇▇▇▇▇▇ ▇▇▇ ▇▇▇▇▇▇ ▇▇▇▇ ▇▇▇▇▇ ▇▇▇▇▇▇▇ ▇▇▇▇ ▇▇▇▇▇▇ ▇▇▇ ▇▇▇▇▇▇▇▇ ▇▇▇▇ ▇▇▇▇▇▇ ▇▇▇▇▇▇▇ ▇▇▇ ▇▇▇▇▇▇ ▇▇▇▇ ▇▇▇▇▇▇▇▇ ▇▇▇▇ ▇▇▇▇▇ ▇▇▇▇▇▇ ▇▇▇▇▇▇ ▇▇▇ ▇▇▇▇▇▇▇ ▇▇▇▇ ▇▇▇▇▇▇ ▇▇▇▇▇▇▇▇ ▇▇▇▇ ▇▇▇▇▇▇ ▇▇▇ ▇▇▇▇▇▇ ▇▇▇▇ ▇▇▇▇▇▇▇ ▇▇▇ ▇▇▇▇▇▇▇▇ ▇▇▇▇ ▇▇▇▇▇ ▇▇▇▇▇▇ ▇▇▇▇ ▇▇▇▇▇▇▇▇ ▇▇▇ ▇▇▇▇▇▇ ▇▇▇▇ ▇▇▇▇▇ ▇▇▇▇▇▇▇ ▇▇▇▇ ▇▇▇▇▇▇ ▇▇▇ ▇▇▇▇▇▇▇▇ ▇▇▇▇ ▇▇▇▇▇▇ ▇▇▇▇▇▇▇ ▇▇▇ ▇▇▇▇▇▇ ▇▇▇▇ ▇▇▇▇▇▇▇▇ ▇▇▇▇ ▇▇▇▇▇ ▇▇▇▇▇▇ ▇▇▇▇▇▇ ▇▇▇ ▇▇▇▇▇▇▇ ▇▇▇▇ ▇▇▇▇▇▇ ▇▇▇▇▇▇▇▇ ▇▇▇▇ ▇▇▇▇▇▇ ▇▇▇ ▇▇▇▇▇▇ ▇▇▇▇ ▇▇▇▇▇▇▇ ▇▇▇ ▇▇▇▇▇▇▇▇ ▇▇▇▇ ▇▇▇▇▇ ▇▇▇▇▇▇ ▇▇▇▇ ▇▇▇▇▇▇▇▇ ▇▇▇ ▇▇▇▇▇▇ ▇▇▇▇ ▇▇▇▇▇ ▇▇▇▇▇▇▇ ▇▇▇▇ ▇▇▇▇▇▇ ▇▇▇ ▇▇▇▇▇▇▇▇ ▇▇▇▇ ▇▇▇▇▇▇ ▇▇▇▇▇▇▇ ▇▇▇ ▇▇▇▇▇▇ ▇▇▇▇ ▇▇▇▇▇▇▇▇ ▇▇▇▇ ▇▇▇▇▇ ▇▇▇▇▇▇ ▇▇▇▇▇▇ ▇▇▇ ▇▇▇▇▇▇▇ ▇▇▇▇ ▇▇▇▇▇▇ ▇▇▇▇▇▇▇▇ ▇▇▇▇ ▇▇▇▇▇▇ ▇▇▇ ▇▇▇▇▇▇ ▇▇▇▇ ▇▇▇▇▇▇▇ ▇▇▇ ▇▇▇▇▇▇▇▇ ▇▇▇▇ ▇▇▇▇▇ ▇▇▇▇▇▇ ▇▇▇▇ ▇▇▇▇▇▇▇▇ ▇▇▇ ▇▇▇▇▇▇ ▇▇▇▇ ▇▇▇▇▇ ▇▇▇▇▇▇▇ ▇▇▇▇ ▇▇▇▇▇▇ ▇▇▇ ▇▇▇▇▇▇▇▇ ▇▇▇▇ ▇▇▇▇▇▇ ▇▇▇▇▇▇▇ ▇▇▇ ▇▇▇▇▇▇ ▇▇▇▇ ▇▇▇▇▇▇▇▇ ▇▇▇▇ ▇▇▇▇▇ ▇▇▇▇▇▇ ▇▇▇▇▇▇ ▇▇▇ ▇▇▇▇▇▇▇ ▇▇▇▇ ▇▇▇▇▇▇ ▇▇▇▇▇▇▇▇ ▇▇▇▇ ▇▇▇▇▇▇ ▇▇▇ ▇▇▇▇▇▇ ▇▇▇▇ ▇▇▇▇▇▇▇ ▇▇▇ ▇▇▇▇▇▇▇▇ ▇▇▇▇ ▇▇▇▇▇ ▇▇▇▇▇▇ ▇▇▇▇ ▇▇▇▇▇▇▇▇ ▇▇▇ ▇▇▇▇▇▇ ▇▇▇▇ ▇▇▇▇▇ ▇▇▇▇▇▇▇ ▇▇▇▇ ▇▇▇▇▇▇ ▇▇▇ ▇▇▇▇▇▇▇▇ ▇▇▇▇ ▇▇▇▇▇▇ ▇▇▇▇▇▇▇ ▇▇▇ ▇▇▇▇▇▇ ▇▇▇▇ ▇▇▇▇▇▇▇▇ ▇▇▇▇ ▇▇▇▇▇ ▇▇▇▇▇▇ ▇▇▇▇▇▇ ▇▇▇ ▇▇▇▇▇▇▇ ▇▇▇▇ ▇▇▇▇▇▇ ▇▇▇▇▇▇▇▇ ▇▇▇▇	[1913, 341, 2372, 546]
table-header-cell: কীটপতঙ্গের সাধারণ নাম	[2003, 211, 2133, 279]
composition-row	[9, 599, 466, 613]
table-cell-text: ▇▇▇▇▇ ▇▇▇▇▇▇ ▇▇▇ ▇▇▇▇▇▇ ▇▇▇▇	[2003, 306, 2133, 333]
composition-row	[961, 610, 1418, 623]
ingredient-name: సిలికా డైఆక్సైడ్	[11, 644, 68, 655]
ingredient-name: சைஹேலோஃபாப் புடைல் (a.i)	[963, 546, 1096, 557]
table-row	[1438, 256, 1894, 281]
table-header-cell: సూత్రీకరణ (మి.లీ)	[282, 181, 345, 249]
ingredient-name: சாந்தன் கம்	[963, 624, 1012, 635]
ingredient-name: 1,2-బెంజిసోథియాజోలిన్-3-ఒన్	[11, 614, 127, 625]
composition-row	[1438, 635, 1895, 647]
recommendation-heading: সুপারিশ :	[1913, 191, 1953, 204]
table-header-cell: AI (கிராம்)	[1169, 193, 1212, 261]
ingredient-value: 5.1% ਭਾ/ਭਾ	[1845, 539, 1893, 550]
product-subtitle: பெனாக்சுலம் 1.02% எடை/எடை + சைஹேலோஃபாப் புடைல் 5.1% எடை/எடை OD (களைக்கொல்லி)	[1040, 70, 1340, 120]
composition-row	[1438, 574, 1895, 586]
ingredient-value: 1.02% ਭਾ/ਭਾ	[1840, 527, 1893, 538]
ingredient-name: ਸੈਲੂਲੋਜ਼	[1439, 599, 1465, 611]
ingredient-name: சிட்ரிக் அமிலம்	[963, 585, 1029, 596]
composition-row	[961, 597, 1418, 610]
ingredient-value: 0.0004% భా/భా	[396, 614, 465, 625]
table-header-cell: ਫ਼ਸਲ	[1438, 188, 1530, 256]
ingredient-value: 38.5% ਭਾ/ਭਾ	[1840, 563, 1893, 574]
